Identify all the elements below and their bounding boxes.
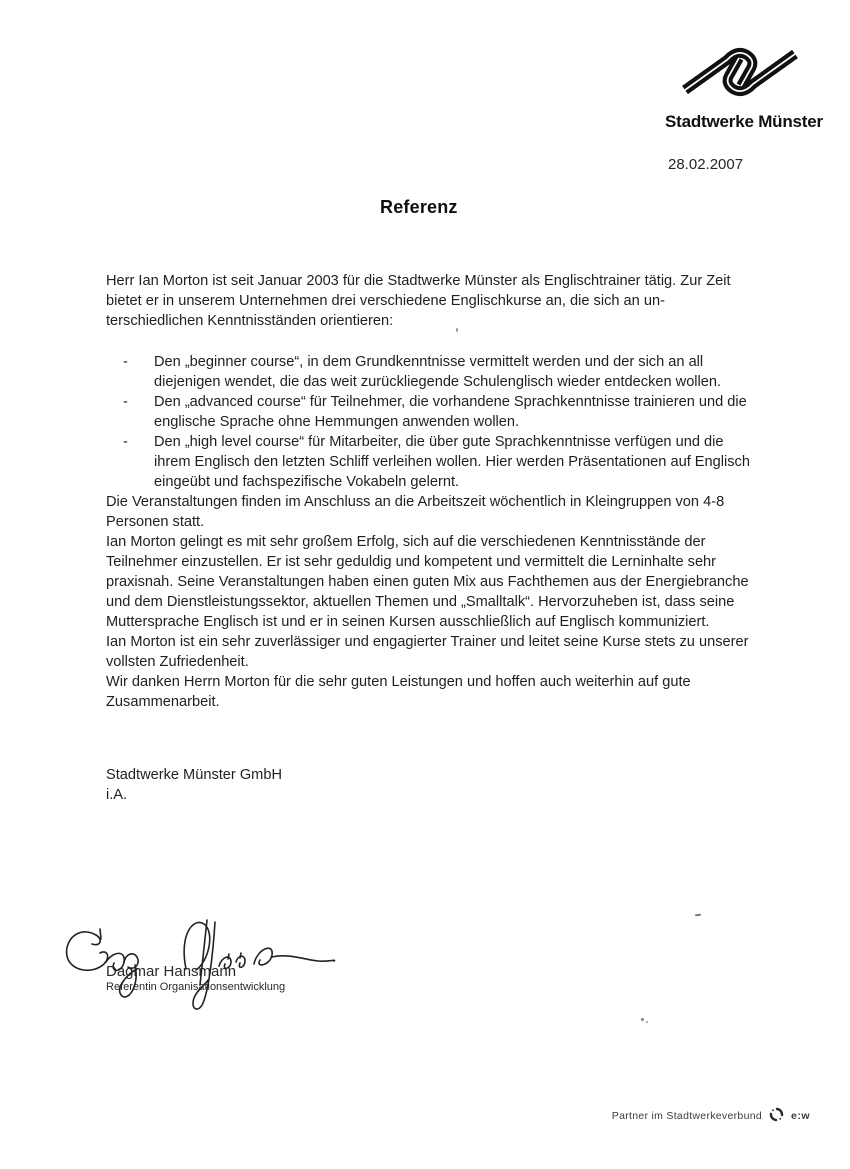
brand-block — [665, 36, 823, 132]
letter-title: Referenz — [380, 197, 458, 217]
bullet-text: Den „high level course“ für Mitarbeiter, die über gute Sprachkenntnisse verfügen und die ihrem Englisch den letzten Schliff verleihen wollen. Hier werden Präsentationen auf Englisch eingeübt und fachspezifische Vokabeln gelernt. — [154, 434, 750, 490]
paragraph-schedule: Die Veranstaltungen finden im Anschluss an die Arbeitszeit wöchentlich in Kleingruppen von 4-8 Personen statt. — [106, 494, 725, 530]
paragraph-assessment: Ian Morton gelingt es mit sehr großem Erfolg, sich auf die verschiedenen Kenntnisstände der Teilnehmer einzustellen. Er ist sehr geduldig und kompetent und vermittelt die Lerninhalte sehr praxisnah. Seine Veranstaltungen haben einen guten Mix aus Fachthemen aus der Energiebranche und dem Dienstleistungssektor, aktuellen Themen und „Smalltalk“. Hervorzuheben ist, dass seine Muttersprache Englisch ist und er in seinen Kursen ausschließlich auf Englisch kommuniziert. — [106, 534, 749, 630]
paragraph-thanks: Wir danken Herrn Morton für die sehr guten Leistungen und hoffen auch weiterhin auf gute Zusammenarbeit. — [106, 674, 691, 710]
signature-company-block — [106, 765, 756, 805]
course-bullet-list — [106, 352, 756, 492]
signer-name: Dagmar Hansmann — [106, 963, 237, 980]
swirl-logo-icon — [769, 1107, 784, 1125]
brand-name: Stadtwerke Münster — [665, 112, 823, 131]
scan-speck — [641, 1018, 644, 1021]
paragraph-reliability: Ian Morton ist ein sehr zuverlässiger und engagierter Trainer und leitet seine Kurse stets zu unserer vollsten Zufriedenheit. — [106, 634, 749, 670]
footer-partner-brand: e:w — [790, 1110, 810, 1122]
scan-speck — [646, 1021, 648, 1023]
bullet-advanced-course — [106, 392, 756, 432]
bullet-high-level-course — [106, 432, 756, 492]
signer-role: Referentin Organisationsentwicklung — [106, 981, 286, 993]
scan-speck — [456, 328, 458, 332]
scan-speck — [695, 914, 701, 917]
bullet-beginner-course — [106, 352, 756, 392]
footer-partner-text: Partner im Stadtwerkeverbund — [611, 1110, 762, 1122]
footer-partner-line — [612, 1107, 810, 1125]
stadtwerke-knot-icon — [665, 36, 817, 108]
bullet-dash: - — [123, 354, 128, 370]
handwritten-signature — [56, 913, 356, 1026]
letter-date: 28.02.2007 — [668, 156, 744, 173]
bullet-text: Den „beginner course“, in dem Grundkenntnisse vermittelt werden und der sich an all diejenigen wendet, die das weit zurückliegende Schulenglisch wieder entdecken wollen. — [154, 354, 722, 390]
signature-prefix: i.A. — [106, 787, 128, 803]
letter-body — [106, 271, 756, 805]
bullet-dash: - — [123, 394, 128, 410]
bullet-dash: - — [123, 434, 128, 450]
bullet-text: Den „advanced course“ für Teilnehmer, die vorhandene Sprachkenntnisse trainieren und die englische Sprache ohne Hemmungen anwenden wollen. — [154, 394, 747, 430]
company-name: Stadtwerke Münster GmbH — [106, 767, 282, 783]
paragraph-intro: Herr Ian Morton ist seit Januar 2003 für die Stadtwerke Münster als Englischtrainer tätig. Zur Zeit bietet er in unserem Unternehmen drei verschiedene Englischkurse an, die sich an unterschiedlichen Kenntnisständen orientieren: — [106, 273, 731, 329]
